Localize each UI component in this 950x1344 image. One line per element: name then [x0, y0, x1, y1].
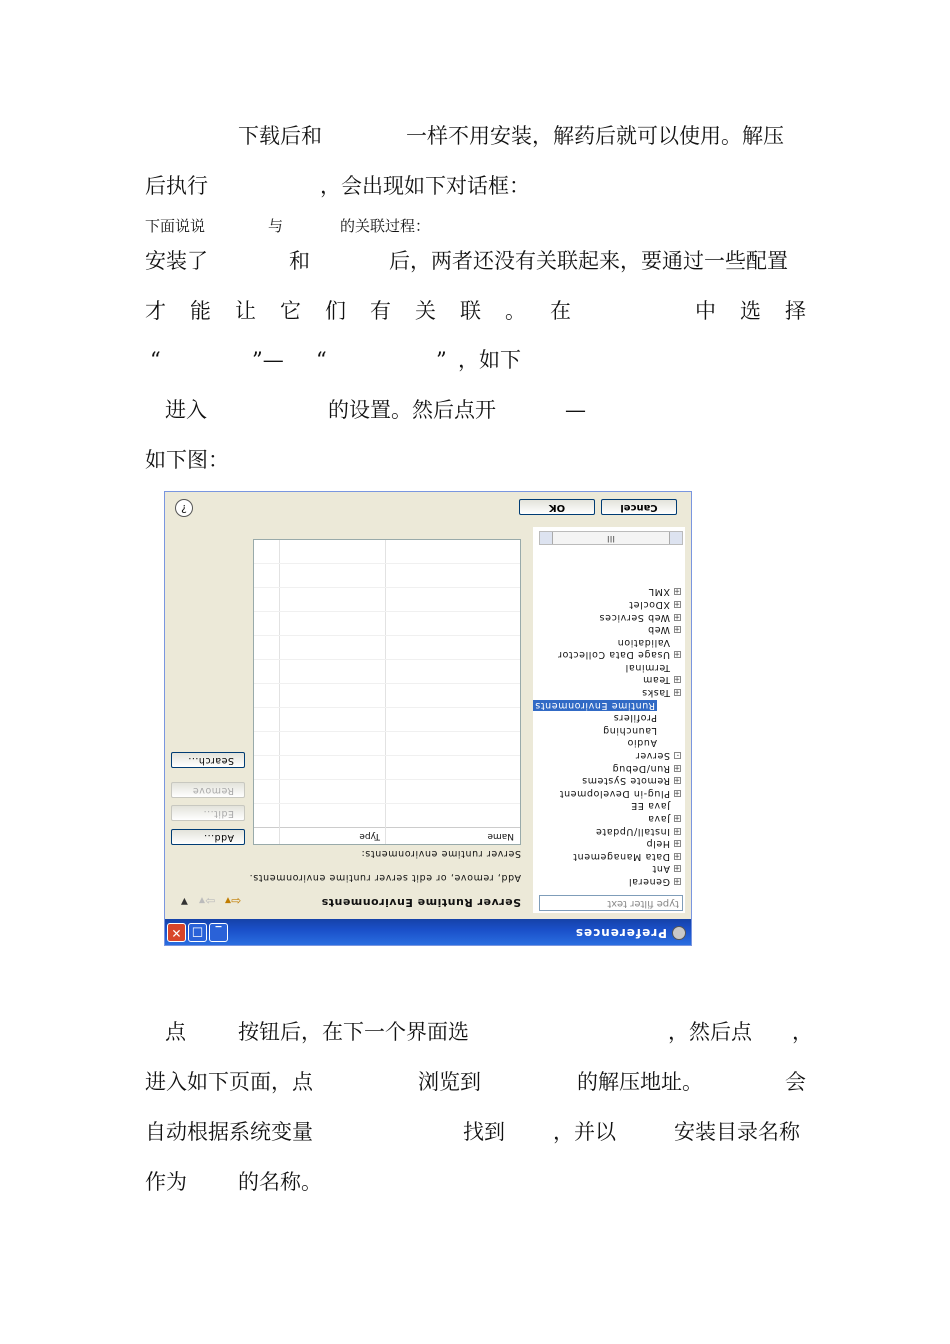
- scroll-right-icon[interactable]: [540, 532, 553, 544]
- text: 在: [550, 299, 571, 323]
- tree-item-label: General: [628, 876, 670, 887]
- text: 才: [145, 299, 166, 323]
- expand-icon[interactable]: +: [673, 814, 680, 823]
- tree-item[interactable]: [535, 660, 681, 673]
- text: 选: [740, 299, 761, 323]
- text: 点: [165, 1020, 186, 1044]
- text: ，: [792, 1020, 813, 1044]
- text: 的名称。: [238, 1170, 322, 1194]
- tree-item-label: Data Management: [572, 850, 670, 862]
- tree-item[interactable]: [535, 623, 681, 636]
- text: 的解压地址。: [577, 1070, 703, 1094]
- text: 下面说说: [145, 217, 206, 235]
- text: 关: [415, 299, 436, 323]
- tree-item-label: Web: [647, 624, 670, 636]
- expand-icon[interactable]: +: [673, 864, 680, 873]
- window-title: Preferences: [574, 926, 667, 940]
- expand-icon[interactable]: +: [673, 788, 680, 797]
- text: ，如下: [458, 348, 521, 372]
- text: 。: [505, 299, 526, 323]
- text: 按钮后，在下一个界面选: [238, 1020, 469, 1044]
- text: 让: [235, 299, 256, 323]
- cancel-button[interactable]: Cancel: [601, 499, 677, 515]
- expand-icon[interactable]: +: [673, 625, 680, 634]
- add-button[interactable]: Add...: [171, 829, 245, 845]
- tree-item-label: Validation: [617, 636, 670, 648]
- list-label: Server runtime environments:: [360, 848, 521, 859]
- runtime-environments-page: [169, 527, 527, 913]
- text: ，会出现如下对话框：: [320, 174, 530, 198]
- tree-item[interactable]: [535, 862, 681, 875]
- column-name[interactable]: Name: [487, 831, 514, 841]
- scroll-thumb[interactable]: III: [607, 533, 615, 543]
- tree-item-label: Java EE: [630, 800, 670, 812]
- forward-icon[interactable]: ⇨▾: [199, 894, 216, 908]
- text: 联: [460, 299, 481, 323]
- tree-item[interactable]: [535, 774, 681, 787]
- tree-item[interactable]: [535, 824, 681, 837]
- expand-icon[interactable]: +: [673, 826, 680, 835]
- text: 进入: [165, 398, 207, 422]
- text: 有: [370, 299, 391, 323]
- tree-item[interactable]: [535, 711, 681, 724]
- help-icon[interactable]: ?: [175, 499, 193, 517]
- preferences-tree: [535, 585, 681, 887]
- filter-input[interactable]: type filter text: [539, 895, 683, 911]
- text: 后，两者还没有关联起来，要通过一些配置: [389, 249, 788, 273]
- tree-item-label: Java: [647, 813, 670, 825]
- tree-item[interactable]: [535, 610, 681, 623]
- text: 自动根据系统变量: [145, 1120, 313, 1144]
- tree-item-label: Team: [642, 674, 670, 686]
- text: 与: [268, 217, 284, 235]
- tree-item-label: Tasks: [641, 687, 670, 699]
- scroll-left-icon[interactable]: [669, 532, 682, 544]
- text: 它: [280, 299, 301, 323]
- environments-table[interactable]: [253, 539, 521, 845]
- tree-item[interactable]: [535, 597, 681, 610]
- tree-item[interactable]: [535, 761, 681, 774]
- table-header: [254, 827, 520, 844]
- dialog-button-bar: [165, 491, 691, 523]
- expand-icon[interactable]: +: [673, 839, 680, 848]
- text: ”—: [252, 348, 284, 372]
- text: 安装了: [145, 249, 208, 273]
- tree-item-label: Server: [635, 750, 670, 762]
- tree-item[interactable]: [535, 686, 681, 699]
- tree-item[interactable]: [535, 736, 681, 749]
- text: ，然后点: [668, 1020, 752, 1044]
- page-title: Server Runtime Environments: [321, 896, 521, 909]
- tree-item-label: Remote Systems: [581, 775, 670, 787]
- preferences-tree-pane: [533, 527, 685, 913]
- tree-item-label: Plug-in Development: [559, 787, 670, 799]
- tree-item-label: XML: [648, 586, 670, 598]
- close-button[interactable]: ✕: [167, 923, 186, 942]
- expand-icon[interactable]: +: [673, 688, 680, 697]
- eclipse-icon: [672, 926, 686, 940]
- tree-item-label: Audio: [626, 737, 657, 749]
- expand-icon[interactable]: +: [673, 763, 680, 772]
- minimize-button[interactable]: _: [209, 923, 228, 942]
- tree-item-label: Profilers: [613, 712, 657, 724]
- remove-button[interactable]: Remove: [171, 782, 245, 798]
- text: 作为: [145, 1170, 187, 1194]
- tree-item-label: Terminal: [625, 661, 670, 673]
- text: 后执行: [145, 174, 208, 198]
- tree-item[interactable]: [535, 811, 681, 824]
- text: 中: [695, 299, 716, 323]
- tree-item-label: Web Services: [599, 611, 670, 623]
- text: 的关联过程：: [340, 217, 431, 235]
- text: —: [565, 398, 586, 422]
- tree-item-label: Runtime Environments: [534, 699, 655, 711]
- expand-icon[interactable]: +: [673, 599, 680, 608]
- text: 会: [785, 1070, 806, 1094]
- tree-item-label: XDoclet: [628, 598, 670, 610]
- expand-icon[interactable]: +: [673, 877, 680, 885]
- text: 安装目录名称: [674, 1120, 800, 1144]
- ok-button[interactable]: OK: [519, 499, 595, 515]
- expand-icon[interactable]: +: [673, 675, 680, 684]
- edit-button[interactable]: Edit...: [171, 805, 245, 821]
- tree-item[interactable]: [535, 698, 681, 711]
- tree-item[interactable]: [535, 585, 681, 598]
- text: 的设置。然后点开: [328, 398, 496, 422]
- collapse-icon[interactable]: -: [675, 751, 680, 760]
- tree-item[interactable]: [535, 635, 681, 648]
- text: 择: [785, 299, 806, 323]
- tree-item[interactable]: [535, 786, 681, 799]
- tree-item[interactable]: [535, 748, 681, 761]
- text: “: [150, 348, 161, 372]
- maximize-button[interactable]: □: [188, 923, 207, 942]
- expand-icon[interactable]: +: [673, 587, 680, 596]
- tree-item[interactable]: [535, 673, 681, 686]
- text: 找到: [463, 1120, 505, 1144]
- text: 如下图：: [145, 448, 229, 472]
- text: ，并以: [553, 1120, 616, 1144]
- column-type[interactable]: Type: [359, 831, 380, 841]
- tree-item-label: Help: [645, 838, 670, 850]
- horizontal-scrollbar[interactable]: [539, 531, 683, 545]
- tree-item[interactable]: [535, 849, 681, 862]
- text: 下载后和: [238, 124, 322, 148]
- tree-item-label: Install/Update: [595, 825, 670, 837]
- menu-icon[interactable]: ▼: [181, 896, 188, 906]
- text: 浏览到: [418, 1070, 481, 1094]
- text: 们: [325, 299, 346, 323]
- text: 一样不用安装，解药后就可以使用。解压: [406, 124, 784, 148]
- expand-icon[interactable]: +: [673, 612, 680, 621]
- text: 和: [289, 249, 310, 273]
- search-button[interactable]: Search...: [171, 752, 245, 768]
- text: 能: [190, 299, 211, 323]
- preferences-dialog-screenshot: [164, 491, 692, 946]
- page-description: Add, remove, or edit server runtime environments.: [249, 872, 521, 883]
- tree-item-label: Usage Data Collector: [557, 649, 670, 661]
- back-icon[interactable]: ⇦▾: [225, 894, 242, 908]
- tree-item[interactable]: [535, 799, 681, 812]
- text: “: [316, 348, 327, 372]
- tree-item[interactable]: [535, 837, 681, 850]
- tree-item-label: Run/Debug: [611, 762, 670, 774]
- tree-item[interactable]: [535, 723, 681, 736]
- expand-icon[interactable]: +: [673, 650, 680, 659]
- expand-icon[interactable]: +: [673, 776, 680, 785]
- tree-item-label: Ant: [651, 863, 670, 875]
- text: ”: [436, 348, 447, 372]
- page-header: [169, 891, 527, 913]
- tree-item[interactable]: [535, 874, 681, 887]
- title-bar: [165, 919, 691, 945]
- text: 进入如下页面，点: [145, 1070, 313, 1094]
- expand-icon[interactable]: +: [673, 851, 680, 860]
- tree-item-label: Launching: [602, 724, 657, 736]
- tree-item[interactable]: [535, 648, 681, 661]
